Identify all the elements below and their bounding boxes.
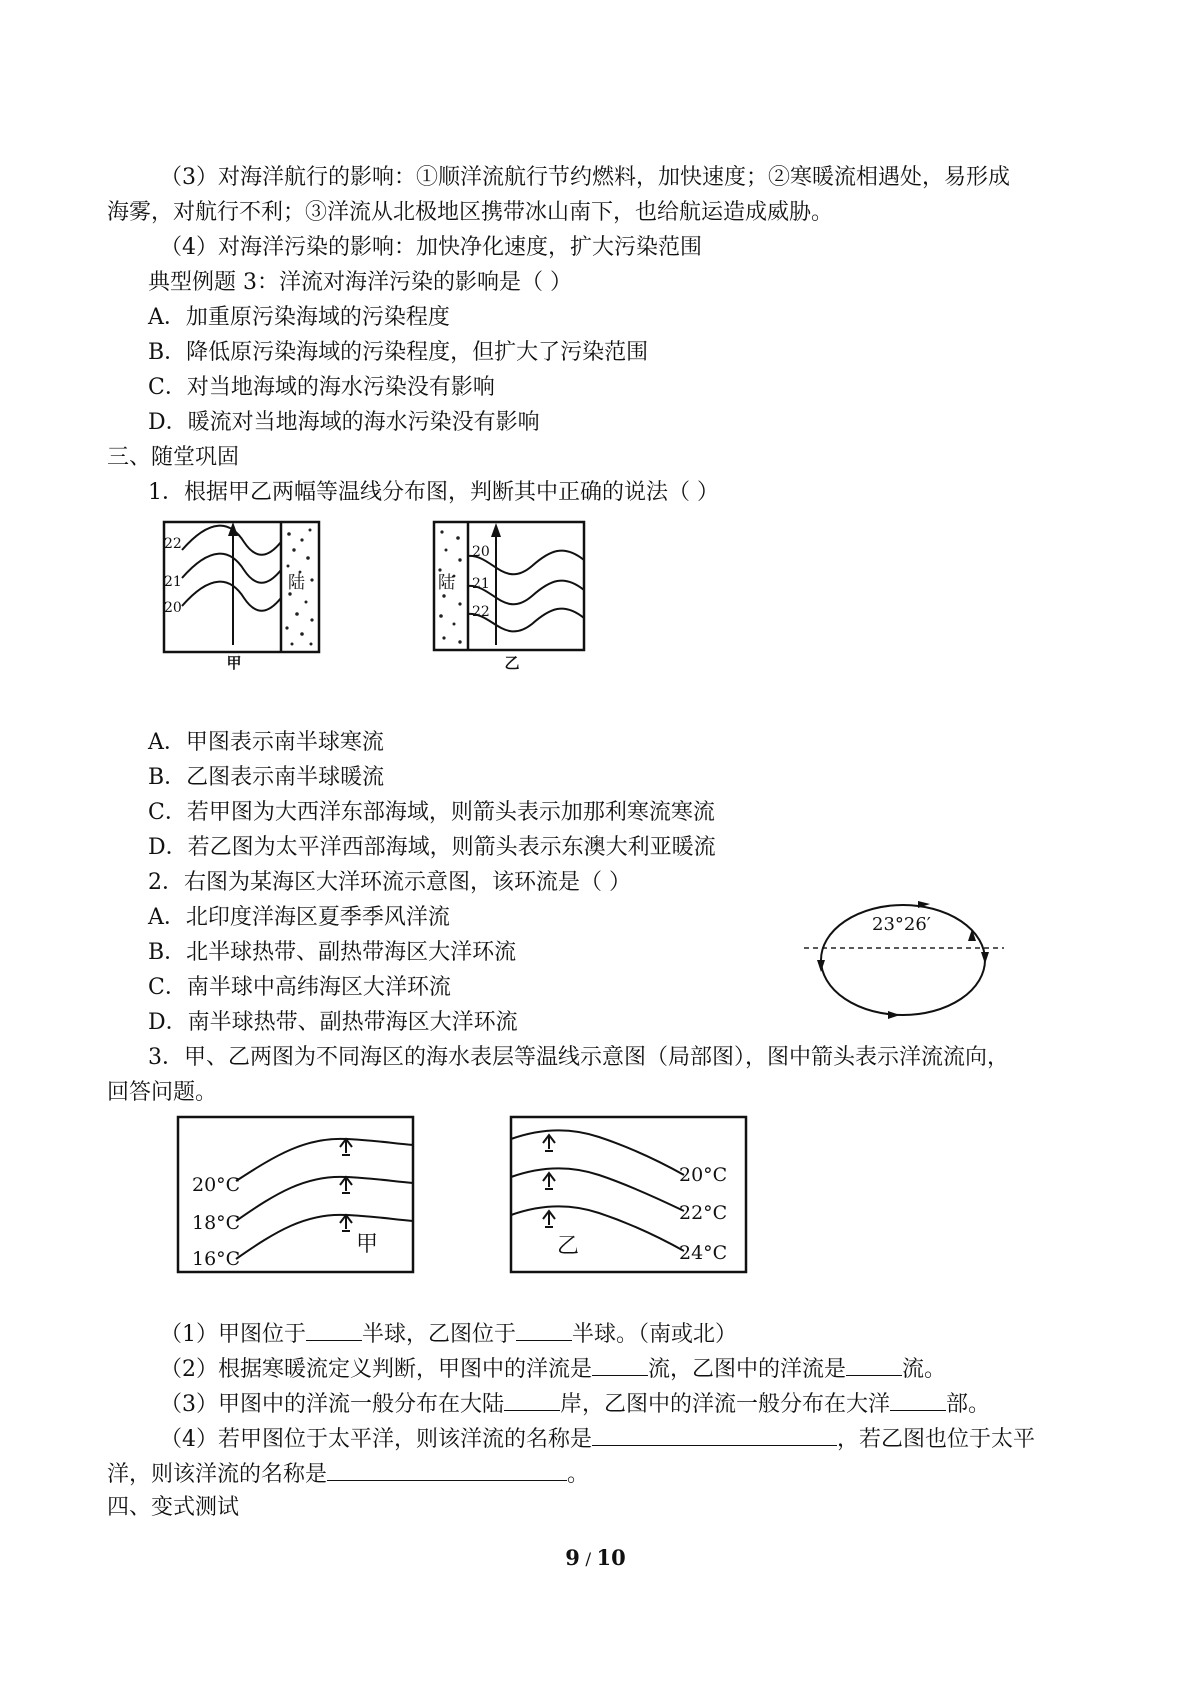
option-d: D．若乙图为太平洋西部海域，则箭头表示东澳大利亚暖流	[148, 835, 716, 860]
page-separator: /	[585, 1550, 592, 1570]
isotherm-label: 20	[164, 600, 182, 616]
question-1: 1．根据甲乙两幅等温线分布图，判断其中正确的说法（ ）	[148, 480, 719, 505]
sub-question-4	[160, 1423, 1035, 1455]
isotherm-label: 16°C	[192, 1248, 241, 1270]
option-a: A．北印度洋海区夏季季风洋流	[148, 905, 450, 930]
isotherm-label: 20°C	[679, 1164, 728, 1186]
option-b: B．降低原污染海域的污染程度，但扩大了污染范围	[148, 340, 649, 365]
figure-mark: 乙	[557, 1234, 580, 1259]
answer-blank[interactable]	[504, 1388, 560, 1411]
question-2: 2．右图为某海区大洋环流示意图，该环流是（ ）	[148, 870, 631, 895]
answer-blank[interactable]	[306, 1318, 362, 1341]
text-line: 海雾，对航行不利；③洋流从北极地区携带冰山南下，也给航运造成威胁。	[107, 200, 834, 225]
sub-question-text: （2）根据寒暖流定义判断，甲图中的洋流是	[160, 1357, 592, 1382]
example-question: 典型例题 3：洋流对海洋污染的影响是（ ）	[148, 270, 572, 295]
figure-mark: 甲	[356, 1232, 379, 1257]
sea-isotherm-figure-yi	[509, 1115, 749, 1275]
section-heading: 四、变式测试	[107, 1495, 240, 1520]
isotherm-label: 22	[164, 536, 182, 552]
option-b: B．北半球热带、副热带海区大洋环流	[148, 940, 517, 965]
text-line: （3）对海洋航行的影响：①顺洋流航行节约燃料，加快速度；②寒暖流相遇处，易形成	[160, 165, 1010, 190]
sub-question-text: 半球，乙图位于	[362, 1322, 517, 1347]
option-c: C．南半球中高纬海区大洋环流	[148, 975, 451, 1000]
latitude-label: 23°26′	[872, 914, 931, 935]
text-line: （4）对海洋污染的影响：加快净化速度，扩大污染范围	[160, 235, 702, 260]
sub-question-text: 洋，则该洋流的名称是	[107, 1462, 328, 1487]
option-d: D．南半球热带、副热带海区大洋环流	[148, 1010, 518, 1035]
sub-question-text: 流。	[902, 1357, 947, 1382]
option-c: C．若甲图为大西洋东部海域，则箭头表示加那利寒流寒流	[148, 800, 715, 825]
answer-blank[interactable]	[516, 1318, 572, 1341]
sub-question-text: （4）若甲图位于太平洋，则该洋流的名称是	[160, 1427, 592, 1452]
sea-isotherm-figure-jia	[176, 1115, 416, 1275]
land-label: 陆	[288, 573, 305, 593]
sub-question-text: 岸，乙图中的洋流一般分布在大洋	[560, 1392, 891, 1417]
section-heading: 三、随堂巩固	[107, 445, 240, 470]
answer-blank[interactable]	[846, 1353, 902, 1376]
isotherm-label: 21	[472, 576, 490, 592]
sub-question-1	[160, 1318, 737, 1350]
page-current: 9	[565, 1545, 580, 1570]
option-b: B．乙图表示南半球暖流	[148, 765, 385, 790]
sub-question-text: 。	[567, 1462, 590, 1487]
sub-question-text: 半球。（南或北）	[572, 1322, 738, 1347]
isotherm-label: 18°C	[192, 1212, 241, 1234]
answer-blank[interactable]	[890, 1388, 946, 1411]
sub-question-4-continued	[107, 1458, 589, 1490]
sub-question-text: （3）甲图中的洋流一般分布在大陆	[160, 1392, 504, 1417]
answer-blank[interactable]	[592, 1423, 837, 1446]
page-total: 10	[596, 1545, 626, 1570]
figure-caption: 甲	[226, 654, 242, 670]
isotherm-label: 22°C	[679, 1202, 728, 1224]
sub-question-3	[160, 1388, 990, 1420]
sub-question-2	[160, 1353, 946, 1385]
option-a: A．加重原污染海域的污染程度	[148, 305, 450, 330]
answer-blank[interactable]	[592, 1353, 648, 1376]
answer-blank[interactable]	[327, 1458, 567, 1481]
option-d: D．暖流对当地海域的海水污染没有影响	[148, 410, 540, 435]
sub-question-text: 流，乙图中的洋流是	[648, 1357, 847, 1382]
isotherm-label: 20°C	[192, 1174, 241, 1196]
isotherm-label: 21	[164, 574, 182, 590]
option-a: A．甲图表示南半球寒流	[148, 730, 384, 755]
figure-caption: 乙	[504, 654, 520, 670]
isotherm-figure-yi	[432, 520, 592, 670]
sub-question-text: （1）甲图位于	[160, 1322, 306, 1347]
question-3: 3．甲、乙两图为不同海区的海水表层等温线示意图（局部图），图中箭头表示洋流流向，	[148, 1045, 1010, 1070]
isotherm-label: 20	[472, 544, 490, 560]
option-c: C．对当地海域的海水污染没有影响	[148, 375, 495, 400]
sub-question-text: 部。	[946, 1392, 991, 1417]
gyre-diagram	[800, 900, 1010, 1030]
question-3-continued: 回答问题。	[107, 1080, 218, 1105]
page-number	[0, 1545, 1191, 1570]
isotherm-label: 22	[472, 604, 490, 620]
isotherm-figure-jia	[162, 520, 322, 670]
isotherm-label: 24°C	[679, 1242, 728, 1264]
sub-question-text: ，若乙图也位于太平	[837, 1427, 1036, 1452]
land-label: 陆	[438, 573, 455, 593]
